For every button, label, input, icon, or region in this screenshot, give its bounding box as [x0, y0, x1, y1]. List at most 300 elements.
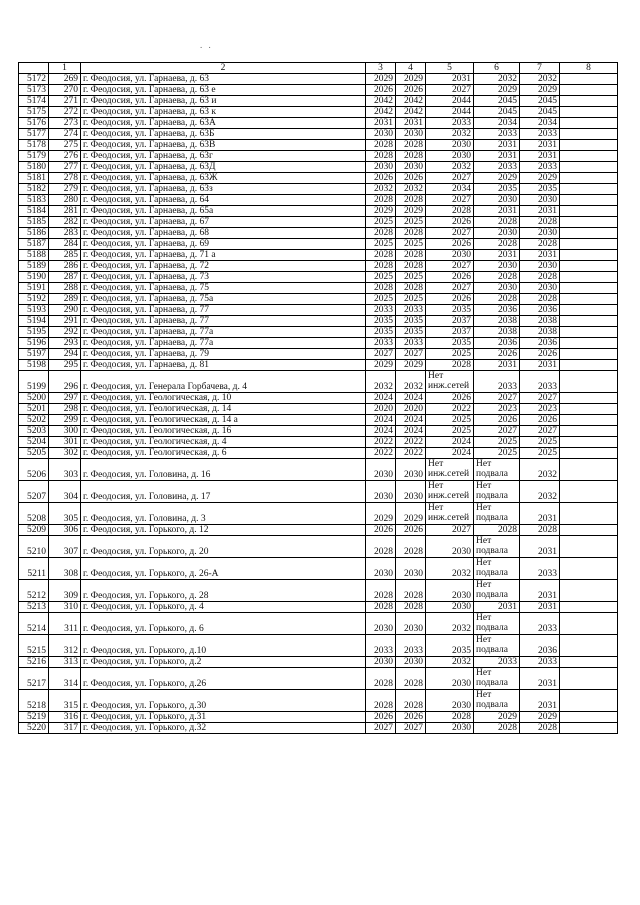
cell-addr: г. Феодосия, ул. Геологическая, д. 6 — [81, 448, 366, 459]
cell-addr: г. Феодосия, ул. Горького, д.26 — [81, 668, 366, 690]
cell-c4: 2033 — [396, 305, 426, 316]
cell-c4: 2028 — [396, 195, 426, 206]
cell-c4: 2033 — [396, 338, 426, 349]
table-row — [19, 96, 618, 107]
cell-addr: г. Феодосия, ул. Головина, д. 17 — [81, 481, 366, 503]
table-row — [19, 228, 618, 239]
cell-c4: 2024 — [396, 426, 426, 437]
cell-addr: г. Феодосия, ул. Геологическая, д. 10 — [81, 393, 366, 404]
table-row — [19, 151, 618, 162]
table-row — [19, 712, 618, 723]
cell-c3: 2027 — [366, 723, 396, 734]
cell-n: 273 — [49, 118, 81, 129]
cell-c4: 2035 — [396, 327, 426, 338]
cell-id: 5174 — [19, 96, 49, 107]
cell-c4: 2024 — [396, 393, 426, 404]
cell-c7: 2029 — [520, 173, 560, 184]
table-row — [19, 415, 618, 426]
cell-c8 — [560, 162, 618, 173]
cell-addr: г. Феодосия, ул. Горького, д. 26-А — [81, 558, 366, 580]
cell-c8 — [560, 173, 618, 184]
cell-c6: 2028 — [474, 294, 520, 305]
cell-c3: 2025 — [366, 272, 396, 283]
cell-c3: 2025 — [366, 294, 396, 305]
cell-c4: 2020 — [396, 404, 426, 415]
cell-n: 312 — [49, 635, 81, 657]
cell-c7: 2031 — [520, 580, 560, 602]
cell-c5: 2028 — [426, 712, 474, 723]
cell-c8 — [560, 195, 618, 206]
cell-c5: 2037 — [426, 316, 474, 327]
cell-addr: г. Феодосия, ул. Гарнаева, д. 63Б — [81, 129, 366, 140]
cell-id: 5209 — [19, 525, 49, 536]
cell-c8 — [560, 228, 618, 239]
housing-schedule-table — [18, 62, 618, 734]
cell-c6: 2033 — [474, 129, 520, 140]
cell-c7: 2026 — [520, 415, 560, 426]
cell-n: 299 — [49, 415, 81, 426]
cell-id: 5208 — [19, 503, 49, 525]
table-row — [19, 129, 618, 140]
cell-c6: 2031 — [474, 206, 520, 217]
cell-c7: 2029 — [520, 712, 560, 723]
col-header — [19, 63, 49, 74]
cell-c8 — [560, 184, 618, 195]
cell-c8 — [560, 316, 618, 327]
cell-c8 — [560, 525, 618, 536]
cell-addr: г. Феодосия, ул. Гарнаева, д. 63 — [81, 74, 366, 85]
cell-c4: 2027 — [396, 349, 426, 360]
cell-addr: г. Феодосия, ул. Гарнаева, д. 63Д — [81, 162, 366, 173]
cell-c7: 2031 — [520, 602, 560, 613]
cell-c6: Нет подвала — [474, 503, 520, 525]
cell-c5: 2024 — [426, 437, 474, 448]
cell-c3: 2030 — [366, 162, 396, 173]
cell-c5: 2032 — [426, 129, 474, 140]
cell-c6: Нет подвала — [474, 690, 520, 712]
table-row — [19, 272, 618, 283]
table-row — [19, 206, 618, 217]
cell-c4: 2025 — [396, 272, 426, 283]
cell-c8 — [560, 360, 618, 371]
cell-c4: 2026 — [396, 525, 426, 536]
cell-c6: 2031 — [474, 602, 520, 613]
cell-n: 300 — [49, 426, 81, 437]
cell-c8 — [560, 129, 618, 140]
cell-addr: г. Феодосия, ул. Горького, д.32 — [81, 723, 366, 734]
cell-n: 269 — [49, 74, 81, 85]
cell-c5: Нет инж.сетей — [426, 371, 474, 393]
table-row — [19, 613, 618, 635]
cell-c3: 2028 — [366, 283, 396, 294]
cell-c3: 2028 — [366, 151, 396, 162]
cell-c5: 2030 — [426, 250, 474, 261]
cell-addr: г. Феодосия, ул. Гарнаева, д. 77 — [81, 316, 366, 327]
cell-addr: г. Феодосия, ул. Гарнаева, д. 75а — [81, 294, 366, 305]
cell-c6: 2030 — [474, 228, 520, 239]
cell-c3: 2028 — [366, 195, 396, 206]
cell-addr: г. Феодосия, ул. Гарнаева, д. 77а — [81, 338, 366, 349]
cell-n: 307 — [49, 536, 81, 558]
cell-c7: 2031 — [520, 536, 560, 558]
cell-c8 — [560, 327, 618, 338]
table-row — [19, 360, 618, 371]
table-row — [19, 316, 618, 327]
cell-id: 5185 — [19, 217, 49, 228]
cell-addr: г. Феодосия, ул. Горького, д.31 — [81, 712, 366, 723]
cell-c5: 2030 — [426, 536, 474, 558]
cell-c6: 2032 — [474, 74, 520, 85]
cell-id: 5204 — [19, 437, 49, 448]
cell-c3: 2035 — [366, 327, 396, 338]
cell-c7: 2032 — [520, 459, 560, 481]
cell-c8 — [560, 635, 618, 657]
cell-c3: 2029 — [366, 360, 396, 371]
cell-addr: г. Феодосия, ул. Гарнаева, д. 77 — [81, 305, 366, 316]
cell-id: 5216 — [19, 657, 49, 668]
cell-c7: 2028 — [520, 239, 560, 250]
cell-c6: 2038 — [474, 327, 520, 338]
cell-c8 — [560, 723, 618, 734]
cell-id: 5175 — [19, 107, 49, 118]
cell-c6: 2028 — [474, 272, 520, 283]
cell-id: 5218 — [19, 690, 49, 712]
cell-c3: 2026 — [366, 712, 396, 723]
cell-c4: 2032 — [396, 371, 426, 393]
cell-c3: 2028 — [366, 536, 396, 558]
cell-n: 304 — [49, 481, 81, 503]
cell-c3: 2028 — [366, 140, 396, 151]
cell-id: 5202 — [19, 415, 49, 426]
cell-c6: Нет подвала — [474, 558, 520, 580]
cell-id: 5215 — [19, 635, 49, 657]
cell-id: 5220 — [19, 723, 49, 734]
cell-id: 5211 — [19, 558, 49, 580]
table-row — [19, 503, 618, 525]
cell-c7: 2028 — [520, 294, 560, 305]
cell-c7: 2030 — [520, 261, 560, 272]
table-row — [19, 118, 618, 129]
cell-c6: 2030 — [474, 283, 520, 294]
cell-addr: г. Феодосия, ул. Геологическая, д. 4 — [81, 437, 366, 448]
col-header: 1 — [49, 63, 81, 74]
table-body — [19, 74, 618, 734]
cell-c7: 2027 — [520, 393, 560, 404]
table-row — [19, 173, 618, 184]
cell-c6: 2045 — [474, 96, 520, 107]
cell-n: 293 — [49, 338, 81, 349]
cell-c3: 2035 — [366, 316, 396, 327]
cell-id: 5177 — [19, 129, 49, 140]
cell-addr: г. Феодосия, ул. Гарнаева, д. 77а — [81, 327, 366, 338]
cell-c5: 2030 — [426, 151, 474, 162]
cell-c3: 2030 — [366, 613, 396, 635]
cell-id: 5178 — [19, 140, 49, 151]
cell-c8 — [560, 690, 618, 712]
cell-c4: 2027 — [396, 723, 426, 734]
table-row — [19, 162, 618, 173]
cell-addr: г. Феодосия, ул. Гарнаева, д. 79 — [81, 349, 366, 360]
cell-c4: 2028 — [396, 668, 426, 690]
cell-id: 5210 — [19, 536, 49, 558]
cell-id: 5195 — [19, 327, 49, 338]
cell-addr: г. Феодосия, ул. Горького, д. 12 — [81, 525, 366, 536]
cell-c8 — [560, 261, 618, 272]
cell-c3: 2030 — [366, 657, 396, 668]
cell-c5: 2026 — [426, 272, 474, 283]
cell-c8 — [560, 250, 618, 261]
cell-n: 277 — [49, 162, 81, 173]
table-row — [19, 668, 618, 690]
cell-c7: 2030 — [520, 228, 560, 239]
table-row — [19, 294, 618, 305]
cell-c4: 2025 — [396, 239, 426, 250]
col-header: 2 — [81, 63, 366, 74]
cell-c6: 2029 — [474, 173, 520, 184]
cell-n: 290 — [49, 305, 81, 316]
cell-c7: 2033 — [520, 371, 560, 393]
cell-c6: 2036 — [474, 338, 520, 349]
cell-c3: 2020 — [366, 404, 396, 415]
cell-c3: 2032 — [366, 371, 396, 393]
cell-c4: 2029 — [396, 206, 426, 217]
cell-c5: 2044 — [426, 107, 474, 118]
cell-c3: 2030 — [366, 129, 396, 140]
table-row — [19, 184, 618, 195]
cell-c8 — [560, 712, 618, 723]
cell-c6: 2034 — [474, 118, 520, 129]
col-header: 8 — [560, 63, 618, 74]
cell-n: 311 — [49, 613, 81, 635]
cell-c8 — [560, 217, 618, 228]
table-row — [19, 723, 618, 734]
cell-id: 5219 — [19, 712, 49, 723]
cell-n: 303 — [49, 459, 81, 481]
cell-id: 5179 — [19, 151, 49, 162]
cell-id: 5213 — [19, 602, 49, 613]
cell-id: 5199 — [19, 371, 49, 393]
cell-c6: 2027 — [474, 426, 520, 437]
cell-c6: Нет подвала — [474, 635, 520, 657]
cell-id: 5194 — [19, 316, 49, 327]
cell-id: 5191 — [19, 283, 49, 294]
cell-c7: 2031 — [520, 668, 560, 690]
cell-c6: 2033 — [474, 657, 520, 668]
cell-id: 5201 — [19, 404, 49, 415]
cell-c3: 2028 — [366, 228, 396, 239]
cell-c5: 2027 — [426, 525, 474, 536]
cell-c4: 2025 — [396, 294, 426, 305]
cell-addr: г. Феодосия, ул. Гарнаева, д. 73 — [81, 272, 366, 283]
cell-addr: г. Феодосия, ул. Гарнаева, д. 71 а — [81, 250, 366, 261]
cell-n: 309 — [49, 580, 81, 602]
cell-addr: г. Феодосия, ул. Гарнаева, д. 63 и — [81, 96, 366, 107]
cell-c4: 2028 — [396, 690, 426, 712]
cell-c3: 2042 — [366, 107, 396, 118]
cell-addr: г. Феодосия, ул. Геологическая, д. 16 — [81, 426, 366, 437]
cell-c4: 2029 — [396, 74, 426, 85]
cell-c5: 2025 — [426, 349, 474, 360]
cell-c7: 2038 — [520, 316, 560, 327]
cell-c3: 2028 — [366, 690, 396, 712]
cell-c3: 2029 — [366, 74, 396, 85]
cell-id: 5214 — [19, 613, 49, 635]
cell-c4: 2028 — [396, 151, 426, 162]
cell-c5: 2027 — [426, 261, 474, 272]
table-row — [19, 195, 618, 206]
cell-c5: 2028 — [426, 360, 474, 371]
cell-addr: г. Феодосия, ул. Гарнаева, д. 68 — [81, 228, 366, 239]
cell-c8 — [560, 613, 618, 635]
cell-addr: г. Феодосия, ул. Головина, д. 16 — [81, 459, 366, 481]
cell-n: 278 — [49, 173, 81, 184]
cell-c5: 2025 — [426, 415, 474, 426]
cell-n: 286 — [49, 261, 81, 272]
table-row — [19, 239, 618, 250]
table-row — [19, 305, 618, 316]
cell-c8 — [560, 74, 618, 85]
cell-n: 316 — [49, 712, 81, 723]
cell-c8 — [560, 558, 618, 580]
cell-c7: 2026 — [520, 349, 560, 360]
cell-c8 — [560, 580, 618, 602]
cell-addr: г. Феодосия, ул. Гарнаева, д. 64 — [81, 195, 366, 206]
cell-c4: 2033 — [396, 635, 426, 657]
cell-c3: 2028 — [366, 602, 396, 613]
table-row — [19, 74, 618, 85]
col-header: 6 — [474, 63, 520, 74]
cell-c7: 2031 — [520, 206, 560, 217]
cell-id: 5200 — [19, 393, 49, 404]
cell-c8 — [560, 107, 618, 118]
cell-id: 5188 — [19, 250, 49, 261]
cell-addr: г. Феодосия, ул. Горького, д. 20 — [81, 536, 366, 558]
cell-c7: 2033 — [520, 162, 560, 173]
cell-c8 — [560, 371, 618, 393]
cell-c5: 2022 — [426, 404, 474, 415]
cell-id: 5186 — [19, 228, 49, 239]
cell-c6: 2030 — [474, 261, 520, 272]
cell-c6: Нет подвала — [474, 481, 520, 503]
table-row — [19, 327, 618, 338]
cell-n: 302 — [49, 448, 81, 459]
cell-c3: 2022 — [366, 437, 396, 448]
cell-c8 — [560, 426, 618, 437]
cell-n: 280 — [49, 195, 81, 206]
cell-c4: 2030 — [396, 613, 426, 635]
cell-c4: 2028 — [396, 140, 426, 151]
cell-addr: г. Феодосия, ул. Гарнаева, д. 67 — [81, 217, 366, 228]
cell-c7: 2031 — [520, 250, 560, 261]
cell-c7: 2028 — [520, 723, 560, 734]
cell-c6: Нет подвала — [474, 459, 520, 481]
cell-c8 — [560, 437, 618, 448]
cell-c3: 2024 — [366, 426, 396, 437]
cell-addr: г. Феодосия, ул. Гарнаева, д. 69 — [81, 239, 366, 250]
cell-n: 298 — [49, 404, 81, 415]
cell-c3: 2028 — [366, 250, 396, 261]
cell-c7: 2033 — [520, 613, 560, 635]
cell-id: 5192 — [19, 294, 49, 305]
cell-n: 275 — [49, 140, 81, 151]
cell-c8 — [560, 294, 618, 305]
cell-c7: 2036 — [520, 338, 560, 349]
cell-c7: 2030 — [520, 195, 560, 206]
cell-c7: 2036 — [520, 305, 560, 316]
cell-n: 282 — [49, 217, 81, 228]
col-header: 7 — [520, 63, 560, 74]
cell-id: 5203 — [19, 426, 49, 437]
cell-n: 294 — [49, 349, 81, 360]
cell-c8 — [560, 338, 618, 349]
cell-c4: 2029 — [396, 360, 426, 371]
cell-c3: 2033 — [366, 635, 396, 657]
cell-c5: 2027 — [426, 283, 474, 294]
cell-c4: 2035 — [396, 316, 426, 327]
cell-id: 5182 — [19, 184, 49, 195]
table-row — [19, 85, 618, 96]
cell-c3: 2025 — [366, 217, 396, 228]
cell-n: 296 — [49, 371, 81, 393]
cell-c6: 2038 — [474, 316, 520, 327]
cell-addr: г. Феодосия, ул. Гарнаева, д. 63 к — [81, 107, 366, 118]
cell-c6: 2033 — [474, 162, 520, 173]
cell-c8 — [560, 272, 618, 283]
cell-c7: 2028 — [520, 217, 560, 228]
cell-c4: 2030 — [396, 129, 426, 140]
cell-c5: 2035 — [426, 305, 474, 316]
cell-c6: 2025 — [474, 448, 520, 459]
cell-c8 — [560, 239, 618, 250]
cell-id: 5196 — [19, 338, 49, 349]
cell-c3: 2031 — [366, 118, 396, 129]
cell-c7: 2025 — [520, 437, 560, 448]
cell-c8 — [560, 459, 618, 481]
cell-c8 — [560, 151, 618, 162]
cell-c8 — [560, 657, 618, 668]
cell-c5: 2030 — [426, 140, 474, 151]
cell-n: 301 — [49, 437, 81, 448]
col-header: 5 — [426, 63, 474, 74]
cell-c3: 2032 — [366, 184, 396, 195]
table-row — [19, 525, 618, 536]
cell-c5: 2028 — [426, 206, 474, 217]
cell-n: 295 — [49, 360, 81, 371]
cell-c5: 2030 — [426, 602, 474, 613]
cell-n: 285 — [49, 250, 81, 261]
cell-n: 310 — [49, 602, 81, 613]
cell-c3: 2026 — [366, 173, 396, 184]
cell-c7: 2045 — [520, 107, 560, 118]
cell-n: 284 — [49, 239, 81, 250]
cell-c8 — [560, 118, 618, 129]
cell-c7: 2031 — [520, 690, 560, 712]
table-row — [19, 404, 618, 415]
col-header: 3 — [366, 63, 396, 74]
table-row — [19, 426, 618, 437]
cell-id: 5172 — [19, 74, 49, 85]
cell-c7: 2033 — [520, 657, 560, 668]
table-row — [19, 371, 618, 393]
cell-c5: 2026 — [426, 239, 474, 250]
cell-c6: 2027 — [474, 393, 520, 404]
cell-c7: 2032 — [520, 481, 560, 503]
cell-c4: 2030 — [396, 481, 426, 503]
cell-c5: 2044 — [426, 96, 474, 107]
cell-c4: 2024 — [396, 415, 426, 426]
cell-c5: 2032 — [426, 657, 474, 668]
cell-id: 5206 — [19, 459, 49, 481]
